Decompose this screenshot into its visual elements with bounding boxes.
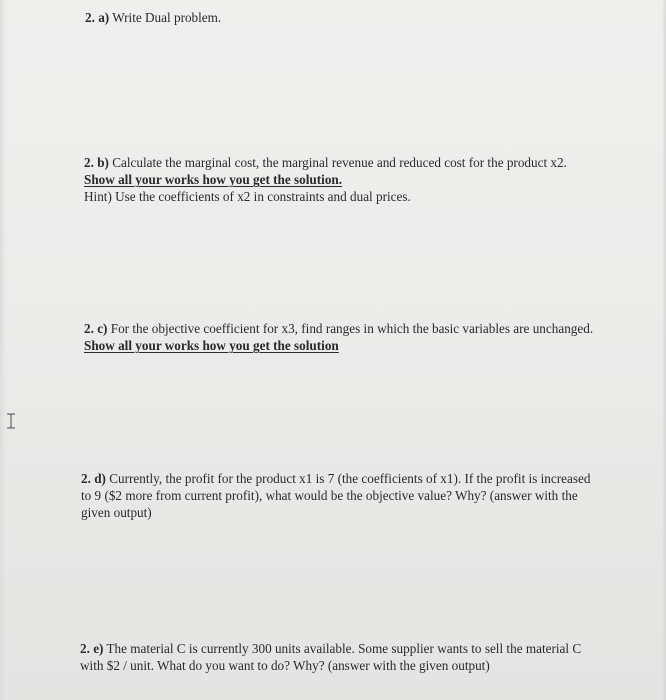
question-label: d) (94, 471, 106, 486)
question-2b (84, 154, 649, 205)
question-line (81, 470, 646, 487)
question-number: 2. (80, 641, 90, 656)
question-number: 2. (81, 471, 91, 486)
instruction-emphasis: Show all your works how you get the solution (84, 338, 339, 353)
question-text: to 9 ($2 more from current profit), what would be the objective value? Why? (answer with the (81, 488, 578, 503)
question-label: c) (97, 321, 108, 336)
hint-text: Hint) Use the coefficients of x2 in constraints and dual prices. (84, 189, 411, 204)
instruction-emphasis: Show all your works how you get the solution. (84, 172, 343, 187)
question-line (84, 337, 649, 354)
question-text: Currently, the profit for the product x1 is 7 (the coefficients of x1). If the profit is increased (109, 471, 591, 486)
question-number: 2. (85, 10, 95, 25)
question-line (81, 504, 646, 521)
page-edge-shadow (0, 0, 6, 700)
question-text: Write Dual problem. (112, 10, 222, 25)
question-line (84, 188, 649, 205)
question-2e (80, 640, 650, 674)
question-line (84, 154, 649, 171)
text-cursor-icon (6, 413, 16, 429)
question-text: Calculate the marginal cost, the marginal revenue and reduced cost for the product x2. (112, 155, 567, 170)
question-number: 2. (84, 155, 94, 170)
question-text: given output) (81, 505, 152, 520)
question-line (80, 640, 650, 657)
question-number: 2. (84, 321, 94, 336)
question-text: The material C is currently 300 units available. Some supplier wants to sell the material C (106, 641, 582, 656)
question-line (84, 171, 649, 188)
question-2c (84, 320, 649, 354)
question-line (81, 487, 646, 504)
question-2d (81, 470, 646, 521)
question-2a (85, 9, 645, 26)
page-edge-shadow (662, 0, 666, 700)
question-text: For the objective coefficient for x3, find ranges in which the basic variables are unchanged. (110, 321, 594, 336)
question-label: e) (93, 641, 104, 656)
question-text: with $2 / unit. What do you want to do? Why? (answer with the given output) (80, 658, 490, 673)
question-label: b) (97, 155, 109, 170)
question-line (84, 320, 649, 337)
question-label: a) (98, 10, 110, 25)
question-line (85, 9, 645, 26)
question-line (80, 657, 650, 674)
